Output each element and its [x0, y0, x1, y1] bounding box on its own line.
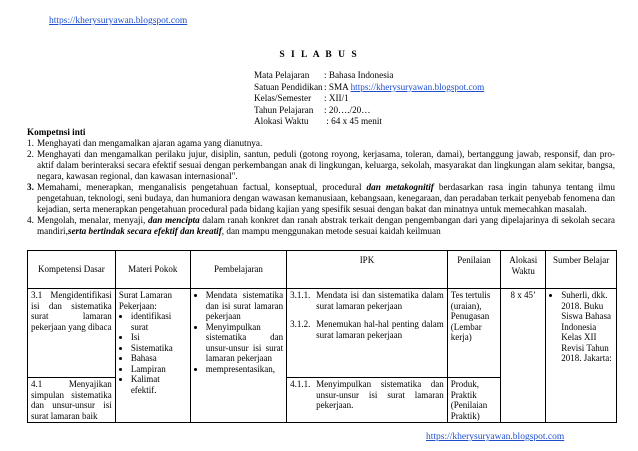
ki-emphasis: serta bertindak secara efektif dan kreatif [67, 226, 222, 236]
ki-num: 3. [27, 182, 34, 192]
penilaian-cell: Produk, Praktik (Penilaian Praktik) [447, 378, 501, 423]
header-link[interactable]: https://kherysuryawan.blogspot.com [49, 16, 188, 26]
pembelajaran-list [194, 290, 283, 374]
list-item: • mempresentasikan, [206, 364, 283, 375]
meta-key: Mata Pelajaran [254, 70, 310, 80]
syllabus-table [27, 250, 617, 423]
meta-row-subject [254, 70, 484, 82]
ki-text [37, 182, 615, 215]
ki-num: 1. [27, 138, 34, 148]
ki-text-part: berdasarkan rasa ingin tahunya tentang ilmu pengetahuan, teknologi, seni budaya, dan humaniora dengan wawasan kemanusiaan, kebangsaan, kenegaraan, dan peradaban terkait penyebab fenomena dan kejadian, serta menerapkan pengetahuan procedural pada bidang kajian yang spesifik sesuai dengan bakat dan minatnya untuk memecahkan masalah. [37, 182, 615, 214]
materi-cell [115, 289, 190, 423]
header-ipk: IPK [287, 251, 448, 289]
ki-text-part: Mengolah, menalar, menyaji, [37, 215, 149, 225]
meta-value: : 64 x 45 menit [324, 116, 382, 126]
ki-item [27, 138, 615, 149]
meta-value: : 20…./20… [324, 104, 371, 115]
kd-cell: 4.1 Menyajikan simpulan sistematika dan unsur-unsur isi surat lamaran baik [28, 378, 116, 423]
meta-row-time [254, 116, 484, 128]
header-penilaian: Penilaian [447, 251, 501, 289]
ki-emphasis: dan mencipta [148, 215, 200, 225]
ipk-cell [287, 378, 448, 423]
ki-text: Menghayati dan mengamalkan ajaran agama yang dianutnya. [37, 138, 263, 148]
ki-item [27, 149, 615, 182]
ipk-cell [287, 289, 448, 378]
meta-row-school [254, 82, 484, 94]
footer-link[interactable]: https://kherysuryawan.blogspot.com [426, 432, 565, 442]
meta-value: : Bahasa Indonesia [324, 70, 394, 80]
ipk-item [290, 379, 444, 411]
list-item: • Menyimpulkan sistematika dan unsur-unsur isi surat lamaran pekerjaan [206, 322, 283, 364]
meta-value-prefix: : SMA [324, 81, 351, 92]
ipk-text: Menyimpulkan sistematika dan unsur-unsur isi surat lamaran pekerjaan. [316, 379, 444, 410]
ipk-item [290, 319, 444, 340]
meta-key: Satuan Pendidikan [254, 81, 323, 92]
ki-num: 2. [27, 149, 34, 159]
ki-emphasis: dan metakognitif [366, 182, 434, 192]
materi-list [119, 311, 187, 395]
table-header-row [28, 251, 617, 289]
list-item: • Mendata sistematika dan isi surat lamaran pekerjaan [206, 290, 283, 322]
kd-cell: 3.1 Mengidentifikasi isi dan sistematika surat lamaran pekerjaan yang dibaca [28, 289, 116, 378]
sumber-cell [546, 289, 617, 423]
ipk-num: 3.1.1. [290, 290, 311, 300]
header-alokasi: Alokasi Waktu [501, 251, 546, 289]
list-item: • Kalimat efektif. [131, 374, 187, 395]
ki-heading: Kompetnsi inti [27, 127, 86, 137]
sumber-list [549, 290, 613, 364]
meta-key: Alokasi Waktu [254, 116, 309, 126]
penilaian-cell: Tes tertulis (uraian), Penugasan (Lembar kerja) [447, 289, 501, 378]
ki-item [27, 182, 615, 215]
header-kd: Kompetensi Dasar [28, 251, 116, 289]
header-materi: Materi Pokok [115, 251, 190, 289]
list-item: • Lampiran [131, 364, 187, 375]
ki-text-part: Memahami, menerapkan, menganalisis pengetahuan factual, konseptual, procedural [37, 182, 367, 192]
ipk-text: Mendata isi dan sistematika dalam surat lamaran pekerjaan [316, 290, 444, 311]
materi-title: Surat Lamaran Pekerjaan: [118, 290, 173, 311]
list-item: • Isi [131, 332, 187, 343]
meta-row-year [254, 105, 484, 117]
meta-value: : XII/1 [324, 93, 349, 103]
document-title: S I L A B U S [279, 50, 359, 60]
alokasi-cell: 8 x 45’ [501, 289, 546, 423]
syllabus-meta [254, 70, 484, 128]
meta-row-class [254, 93, 484, 105]
ki-num: 4. [27, 215, 34, 225]
ipk-num: 3.1.2. [290, 319, 311, 329]
pembelajaran-cell [190, 289, 286, 423]
meta-key: Tahun Pelajaran [254, 104, 314, 115]
meta-key: Kelas/Semester [254, 93, 312, 103]
meta-value [324, 82, 484, 94]
ki-text: Menghayati dan mengamalkan perilaku jujur, disiplin, santun, peduli (gotong royong, kerjasama, toleran, damai), bertanggung jawab, responsif, dan pro-aktif dalam berinteraksi secara efektif sesuai dengan perkembangan anak di lingkungan, keluarga, sekolah, masyarakat dan lingkungan alam sekitar, bangsa, negara, kawasan regional, dan kawasan internasional". [37, 149, 615, 181]
ipk-num: 4.1.1. [290, 379, 311, 389]
list-item: • Bahasa [131, 353, 187, 364]
header-pembelajaran: Pembelajaran [190, 251, 286, 289]
ki-text [37, 215, 615, 237]
table-row [28, 289, 617, 378]
ki-item [27, 215, 615, 237]
list-item: • identifikasi surat [131, 311, 187, 332]
school-link[interactable]: https://kherysuryawan.blogspot.com [350, 81, 485, 92]
ki-text-part: , dan mampu menggunakan metode sesuai kaidah keilmuan [221, 226, 441, 236]
list-item: • Suherli, dkk. 2018. Buku Siswa Bahasa Indonesia Kelas XII Revisi Tahun 2018. Jakarta: [561, 290, 613, 364]
core-competencies [27, 127, 615, 237]
header-sumber: Sumber Belajar [546, 251, 617, 289]
ipk-text: Menemukan hal-hal penting dalam surat lamaran pekerjaan [316, 319, 444, 340]
ipk-item [290, 290, 444, 311]
ki-text-part: dalam ranah konkret dan ranah abstrak terkait dengan pengembangan dari yang dipelajarinya di sekolah secara mandiri, [37, 215, 615, 236]
list-item: • Sistematika [131, 343, 187, 354]
